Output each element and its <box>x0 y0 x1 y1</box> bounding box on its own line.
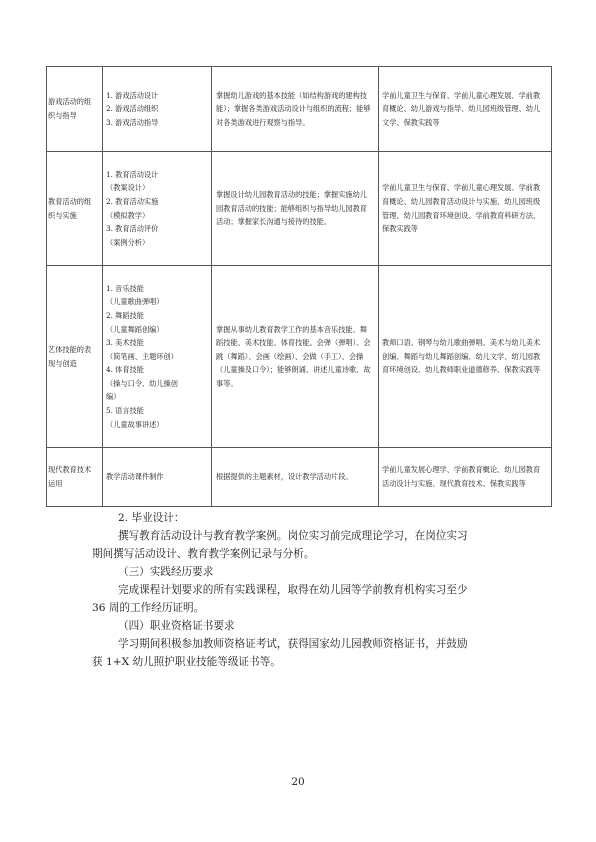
cell-text: 艺体技能的表 <box>48 344 92 354</box>
table-row <box>47 67 552 152</box>
page-number: 20 <box>291 776 305 788</box>
course-list-cell <box>103 448 212 507</box>
paragraph-line: 完成课程计划要求的所有实践课程，取得在幼儿园等学前教育机构实习至少 <box>118 584 468 596</box>
ability-area-cell <box>47 266 103 448</box>
course-item: 3. 游戏活动指导 <box>106 117 159 127</box>
cell-text: 织与指导 <box>48 111 77 120</box>
course-item: （模拟教学） <box>106 210 150 220</box>
cell-text: 根据提供的主题素材，设计教学活动片段。 <box>216 472 353 482</box>
paragraph-line: 学习期间积极参加教师资格证考试，获得国家幼儿园教师资格证书，并鼓励 <box>118 638 468 650</box>
cell-text: 掌握设计幼儿园教育活动的技能；掌握实施幼儿园教育活动的技能；能够组织与指导幼儿园教育活动；掌握家长沟通与接待的技能。 <box>216 190 367 227</box>
cell-text: 学前儿童发展心理学、学前教育概论、幼儿园教育活动设计与实施、现代教育技术、保教实践等 <box>382 465 541 488</box>
cell-text: 学前儿童卫生与保育、学前儿童心理发展、学前教育概论、幼儿游戏与指导、幼儿园班级管理、幼儿文学、保教实践等 <box>382 90 541 127</box>
course-item: （儿童舞蹈创编） <box>106 324 164 334</box>
course-item: 4. 体育技能 <box>106 365 144 375</box>
cell-text: 织与实施 <box>48 210 77 220</box>
ability-area-cell <box>47 448 103 507</box>
paragraph-line: 获 1+X 幼儿照护职业技能等级证书等。 <box>92 656 281 668</box>
course-item: 2. 游戏活动组织 <box>106 104 159 114</box>
cell-text: 教师口语、钢琴与幼儿歌曲弹唱、美术与幼儿美术创编、舞蹈与幼儿舞蹈创编、幼儿文学、幼儿园教育环境创设、幼儿教师职业道德修养、保教实践等 <box>382 338 541 375</box>
cell-text: 运用 <box>48 479 63 488</box>
ability-requirement-cell <box>212 67 379 152</box>
paragraph-line: 36 周的工作经历证明。 <box>92 602 205 614</box>
course-item: （教案设计） <box>106 183 150 193</box>
paragraph-line: 撰写教育活动设计与教育教学案例。岗位实习前完成理论学习，在岗位实习 <box>118 530 468 542</box>
ability-requirement-cell <box>212 152 379 266</box>
table-row <box>47 152 552 266</box>
related-courses-cell <box>379 266 552 448</box>
related-courses-cell <box>379 152 552 266</box>
cell-text: 掌握幼儿游戏的基本技能（如结构游戏的建构技能）；掌握各类游戏活动设计与组织的流程；能够对各类游戏进行观察与指导。 <box>216 90 371 127</box>
cell-text: 教育活动的组 <box>48 196 92 206</box>
course-item: （儿童歌曲弹唱） <box>106 297 164 307</box>
course-item: （操与口令、幼儿操创 <box>106 378 178 388</box>
cell-text: 现与创造 <box>48 358 77 368</box>
course-item: 2. 舞蹈技能 <box>106 310 144 320</box>
related-courses-cell <box>379 448 552 507</box>
course-item: （儿童故事讲述） <box>106 419 164 429</box>
curriculum-table <box>46 66 552 507</box>
section-heading-graduation-design: 2. 毕业设计： <box>118 512 185 524</box>
ability-requirement-cell <box>212 448 379 507</box>
course-item: 编） <box>106 392 121 402</box>
section-heading-practice: （三）实践经历要求 <box>118 566 214 578</box>
ability-area-cell <box>47 152 103 266</box>
cell-text: 游戏活动的组 <box>48 97 92 107</box>
course-item: 5. 语言技能 <box>106 406 144 416</box>
course-list-cell <box>103 67 212 152</box>
course-item: 3. 美术技能 <box>106 338 144 348</box>
course-list-cell <box>103 266 212 448</box>
paragraph-line: 期间撰写活动设计、教育教学案例记录与分析。 <box>92 548 315 560</box>
section-heading-certificate: （四）职业资格证书要求 <box>118 620 235 632</box>
course-item: （简笔画、主题环创） <box>106 351 178 361</box>
table-row <box>47 266 552 448</box>
cell-text: 学前儿童卫生与保育、学前儿童心理发展、学前教育概论、幼儿园教育活动设计与实施、幼儿园班级管理、幼儿园教育环境创设、学前教育科研方法、保教实践等 <box>382 183 541 234</box>
course-item: 2. 教育活动实施 <box>106 196 159 206</box>
table-row <box>47 448 552 507</box>
course-item: 3. 教育活动评价 <box>106 224 159 234</box>
course-item: 1. 音乐技能 <box>106 283 144 293</box>
related-courses-cell <box>379 67 552 152</box>
course-item: 1. 教育活动设计 <box>106 169 159 179</box>
cell-text: 现代教育技术 <box>48 465 92 475</box>
course-list-cell <box>103 152 212 266</box>
cell-text: 掌握从事幼儿教育教学工作的基本音乐技能、舞蹈技能、美术技能、体育技能。会弹（弹唱）、会跳（舞蹈）、会画（绘画）、会做（手工）、会操（儿童操及口令）；能够朗诵、讲述儿童诗歌、故事等。 <box>216 324 371 388</box>
ability-requirement-cell <box>212 266 379 448</box>
course-item: 1. 游戏活动设计 <box>106 90 159 100</box>
ability-area-cell <box>47 67 103 152</box>
course-item: 教学活动课件制作 <box>106 472 164 482</box>
course-item: （案例分析） <box>106 237 150 247</box>
